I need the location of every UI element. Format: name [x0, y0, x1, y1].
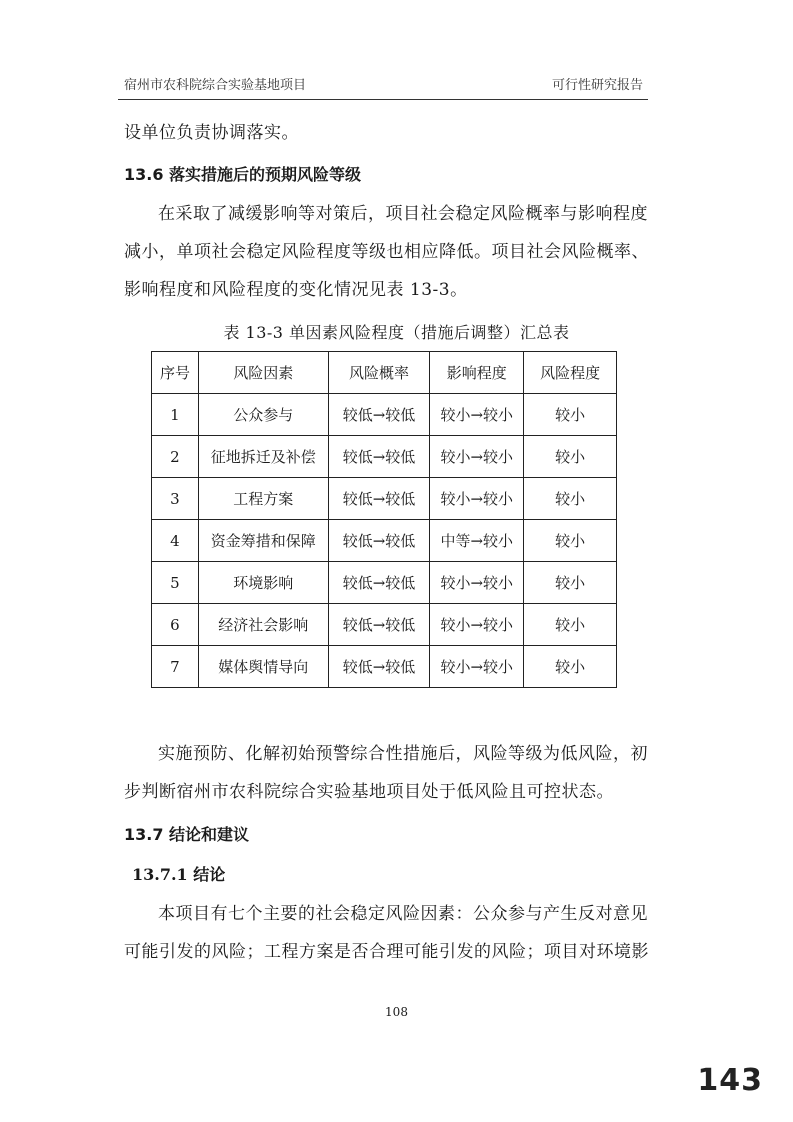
- header-project-title: 宿州市农科院综合实验基地项目: [124, 78, 307, 93]
- cell-index: 2: [152, 436, 199, 478]
- cell-index: 3: [152, 478, 199, 520]
- cell-index: 7: [152, 646, 199, 688]
- cell-probability: 较低→较低: [328, 646, 430, 688]
- cell-impact: 较小→较小: [430, 394, 524, 436]
- cell-factor: 经济社会影响: [198, 604, 328, 646]
- cell-index: 4: [152, 520, 199, 562]
- cell-factor: 工程方案: [198, 478, 328, 520]
- cell-probability: 较低→较低: [328, 520, 430, 562]
- cell-impact: 较小→较小: [430, 478, 524, 520]
- cell-factor: 征地拆迁及补偿: [198, 436, 328, 478]
- table-row: [152, 520, 617, 562]
- cell-factor: 媒体舆情导向: [198, 646, 328, 688]
- table-header-row: [152, 352, 617, 394]
- table-row: [152, 436, 617, 478]
- cell-risk-level: 较小: [524, 562, 617, 604]
- col-header-risk-level: 风险程度: [524, 352, 617, 394]
- cell-impact: 较小→较小: [430, 604, 524, 646]
- table-row: [152, 604, 617, 646]
- cell-probability: 较低→较低: [328, 604, 430, 646]
- subsection-heading-13-7-1: 13.7.1 结论: [132, 865, 226, 884]
- risk-summary-table: [151, 351, 617, 688]
- section-heading-13-7: 13.7 结论和建议: [124, 825, 250, 844]
- section-heading-13-6: 13.6 落实措施后的预期风险等级: [124, 165, 362, 184]
- paragraph-conclusion-status: 实施预防、化解初始预警综合性措施后，风险等级为低风险，初步判断宿州市农科院综合实验基地项目处于低风险且可控状态。: [124, 744, 648, 802]
- cell-index: 1: [152, 394, 199, 436]
- col-header-factor: 风险因素: [198, 352, 328, 394]
- cell-impact: 较小→较小: [430, 646, 524, 688]
- cell-risk-level: 较小: [524, 604, 617, 646]
- paragraph-risk-reduction: 在采取了减缓影响等对策后，项目社会稳定风险概率与影响程度减小，单项社会稳定风险程度等级也相应降低。项目社会风险概率、影响程度和风险程度的变化情况见表 13-3。: [124, 204, 649, 300]
- cell-index: 6: [152, 604, 199, 646]
- table-row: [152, 394, 617, 436]
- col-header-index: 序号: [152, 352, 199, 394]
- cell-factor: 环境影响: [198, 562, 328, 604]
- cell-index: 5: [152, 562, 199, 604]
- col-header-impact: 影响程度: [430, 352, 524, 394]
- cell-risk-level: 较小: [524, 394, 617, 436]
- cell-risk-level: 较小: [524, 520, 617, 562]
- header-divider: [118, 99, 648, 100]
- handwritten-page-stamp: 143: [697, 1063, 763, 1098]
- cell-factor: 资金筹措和保障: [198, 520, 328, 562]
- page-number: 108: [385, 1005, 408, 1019]
- cell-risk-level: 较小: [524, 478, 617, 520]
- table-caption: 表 13-3 单因素风险程度（措施后调整）汇总表: [223, 323, 570, 342]
- cell-probability: 较低→较低: [328, 478, 430, 520]
- cell-impact: 较小→较小: [430, 436, 524, 478]
- cell-risk-level: 较小: [524, 646, 617, 688]
- cell-risk-level: 较小: [524, 436, 617, 478]
- paragraph-continued: 设单位负责协调落实。: [124, 123, 299, 143]
- cell-probability: 较低→较低: [328, 436, 430, 478]
- header-report-type: 可行性研究报告: [551, 78, 643, 93]
- cell-impact: 较小→较小: [430, 562, 524, 604]
- table-row: [152, 562, 617, 604]
- cell-probability: 较低→较低: [328, 394, 430, 436]
- paragraph-conclusion: 本项目有七个主要的社会稳定风险因素：公众参与产生反对意见可能引发的风险；工程方案是否合理可能引发的风险；项目对环境影: [124, 904, 649, 962]
- table-row: [152, 646, 617, 688]
- cell-probability: 较低→较低: [328, 562, 430, 604]
- col-header-probability: 风险概率: [328, 352, 430, 394]
- cell-factor: 公众参与: [198, 394, 328, 436]
- table-row: [152, 478, 617, 520]
- cell-impact: 中等→较小: [430, 520, 524, 562]
